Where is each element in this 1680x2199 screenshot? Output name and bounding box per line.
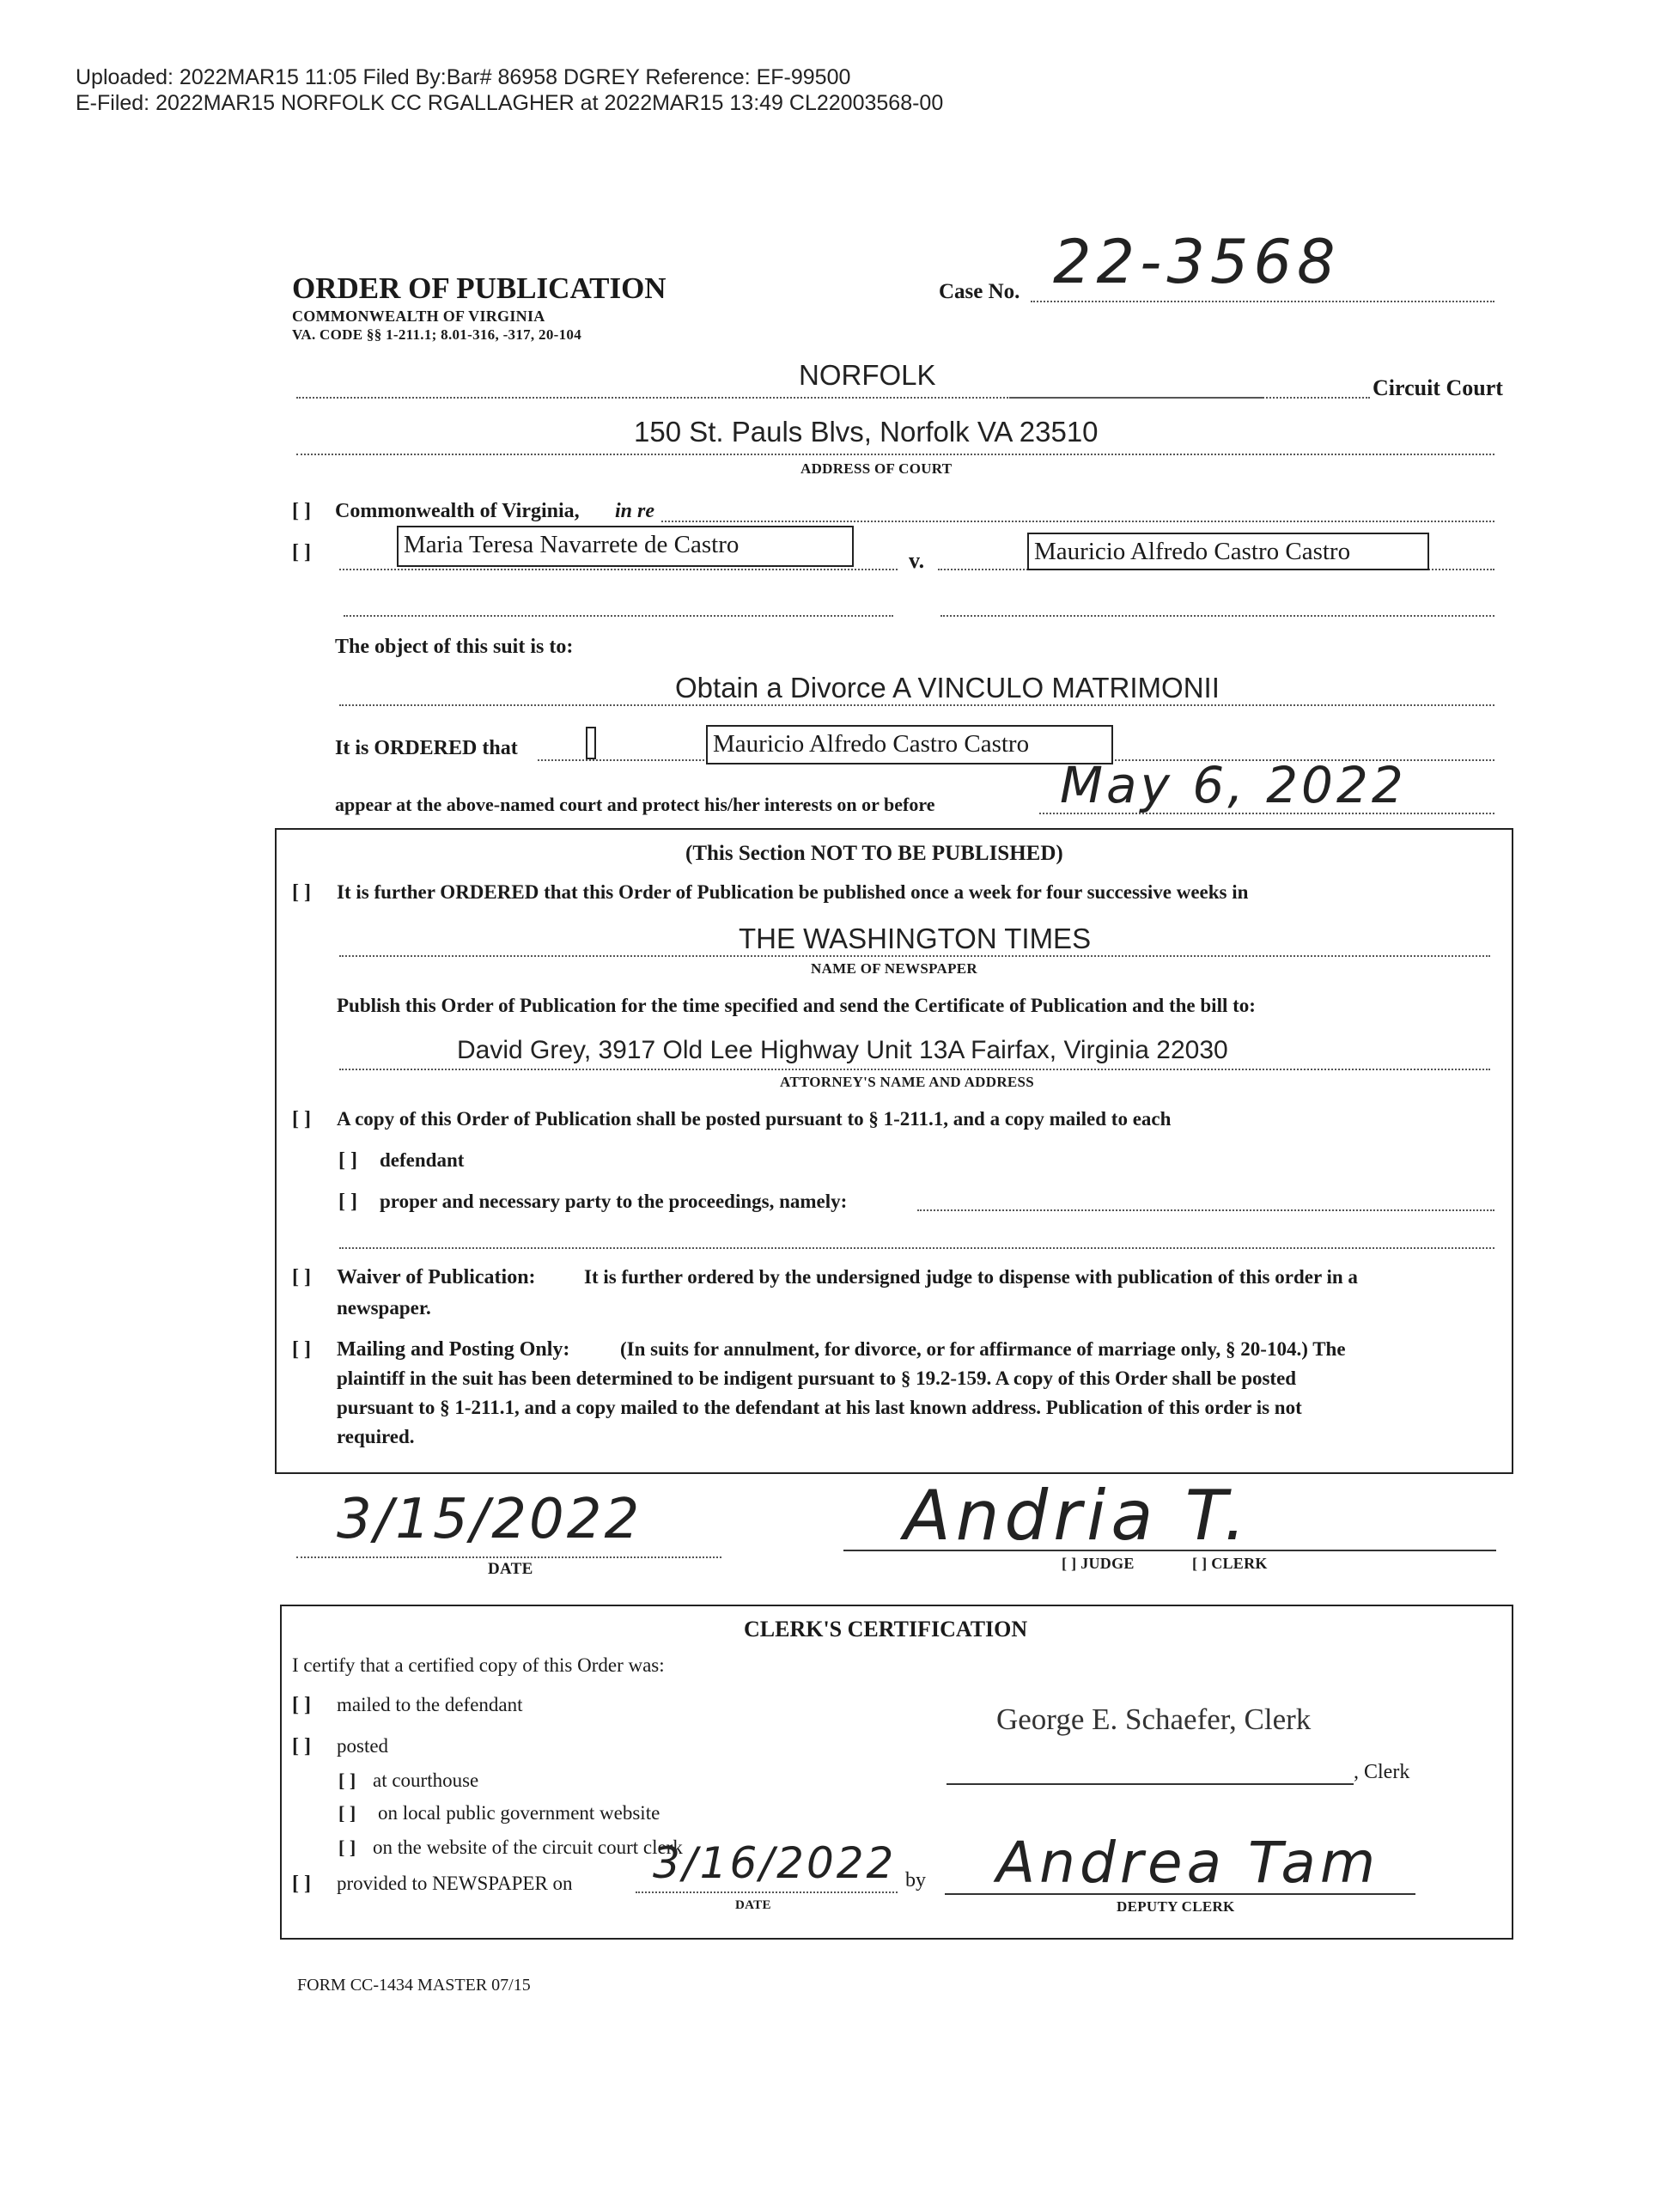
clerk-cert-text: I certify that a certified copy of this Order was: xyxy=(292,1654,665,1676)
in-re-line xyxy=(661,521,1494,522)
attorney-line xyxy=(339,1069,1490,1070)
versus-label: v. xyxy=(909,548,925,573)
defendant-name: Mauricio Alfredo Castro Castro xyxy=(1027,533,1429,570)
order-date-caption: DATE xyxy=(488,1560,533,1578)
deputy-clerk-caption: DEPUTY CLERK xyxy=(1117,1898,1235,1915)
provided-date-line xyxy=(636,1891,898,1893)
efile-stamp: E-Filed: 2022MAR15 NORFOLK CC RGALLAGHER at 2022MAR15 13:49 CL22003568-00 xyxy=(76,91,944,115)
proper-party-option: proper and necessary party to the proceedings, namely: xyxy=(380,1191,848,1212)
clerk-cert-heading: CLERK'S CERTIFICATION xyxy=(744,1617,1028,1642)
mailed-checkbox[interactable]: [ ] xyxy=(292,1694,311,1716)
provided-checkbox[interactable]: [ ] xyxy=(292,1873,311,1895)
ordered-label: It is ORDERED that xyxy=(335,737,518,759)
form-subtitle-commonwealth: COMMONWEALTH OF VIRGINIA xyxy=(292,308,545,325)
form-subtitle-code: VA. CODE §§ 1-211.1; 8.01-316, -317, 20-104 xyxy=(292,326,581,343)
party-extra-line-right xyxy=(940,615,1494,617)
local-site-option: on local public government website xyxy=(378,1802,660,1824)
order-date-line xyxy=(296,1556,721,1558)
mailing-text-2: plaintiff in the suit has been determined to be indigent pursuant to § 19.2-159. A copy of this Order shall be posted xyxy=(337,1368,1297,1389)
form-title: ORDER OF PUBLICATION xyxy=(292,271,667,305)
waiver-text: It is further ordered by the undersigned judge to dispense with publication of this order in a xyxy=(584,1266,1358,1288)
case-number-handwritten: 22-3568 xyxy=(1053,227,1341,297)
ordered-checkbox[interactable] xyxy=(586,727,596,759)
proper-party-checkbox[interactable]: [ ] xyxy=(338,1191,357,1213)
ordered-name: Mauricio Alfredo Castro Castro xyxy=(706,725,1113,764)
in-re-label: in re xyxy=(615,500,655,522)
waiver-checkbox[interactable]: [ ] xyxy=(292,1266,311,1288)
order-date-handwritten: 3/15/2022 xyxy=(337,1488,642,1551)
provided-date-handwritten: 3/16/2022 xyxy=(653,1838,897,1888)
mailed-option: mailed to the defendant xyxy=(337,1694,523,1715)
further-ordered-text: It is further ORDERED that this Order of Publication be published once a week for four successive weeks in xyxy=(337,881,1249,903)
form-identifier: FORM CC-1434 MASTER 07/15 xyxy=(297,1976,531,1995)
case-number-line xyxy=(1031,301,1494,302)
circuit-site-checkbox[interactable]: [ ] xyxy=(338,1837,356,1858)
object-line xyxy=(339,704,1494,706)
defendant-checkbox[interactable]: [ ] xyxy=(338,1149,357,1172)
provided-option: provided to NEWSPAPER on xyxy=(337,1873,573,1894)
object-value: Obtain a Divorce A VINCULO MATRIMONII xyxy=(675,672,1220,704)
posted-checkbox[interactable]: [ ] xyxy=(292,1735,311,1757)
publish-instructions: Publish this Order of Publication for the time specified and send the Certificate of Publication and the bill to: xyxy=(337,995,1256,1016)
appear-text: appear at the above-named court and protect his/her interests on or before xyxy=(335,794,935,815)
waiver-text-2: newspaper. xyxy=(337,1297,431,1319)
publish-checkbox[interactable]: [ ] xyxy=(292,881,311,904)
mailing-text-1: (In suits for annulment, for divorce, or for affirmance of marriage only, § 20-104.) The xyxy=(620,1338,1346,1360)
proper-party-line xyxy=(917,1209,1494,1211)
newspaper-name: THE WASHINGTON TIMES xyxy=(739,923,1092,954)
court-name-line-right xyxy=(1009,397,1370,399)
clerk-suffix: , Clerk xyxy=(1354,1761,1410,1783)
mailing-checkbox[interactable]: [ ] xyxy=(292,1338,311,1361)
attorney-caption: ATTORNEY'S NAME AND ADDRESS xyxy=(780,1074,1035,1090)
party-extra-line-left xyxy=(344,615,893,617)
address-of-court-caption: ADDRESS OF COURT xyxy=(800,460,953,477)
local-site-checkbox[interactable]: [ ] xyxy=(338,1802,356,1824)
clerk-option: [ ] CLERK xyxy=(1192,1555,1268,1572)
party-checkbox[interactable]: [ ] xyxy=(292,541,311,563)
commonwealth-checkbox[interactable]: [ ] xyxy=(292,500,311,522)
judge-signature: Andria T. xyxy=(904,1476,1251,1556)
defendant-option: defendant xyxy=(380,1149,465,1171)
object-label: The object of this suit is to: xyxy=(335,636,574,658)
newspaper-line xyxy=(339,955,1490,957)
provided-date-caption: DATE xyxy=(735,1898,771,1912)
case-number-label: Case No. xyxy=(939,280,1020,303)
courthouse-checkbox[interactable]: [ ] xyxy=(338,1770,356,1791)
plaintiff-line xyxy=(339,569,898,570)
appear-date-handwritten: May 6, 2022 xyxy=(1060,756,1407,814)
mailing-text-4: required. xyxy=(337,1426,415,1447)
plaintiff-name: Maria Teresa Navarrete de Castro xyxy=(397,526,854,567)
posted-option: posted xyxy=(337,1735,389,1757)
clerk-line xyxy=(947,1783,1354,1785)
copy-posted-checkbox[interactable]: [ ] xyxy=(292,1108,311,1130)
court-name: NORFOLK xyxy=(799,359,936,391)
copy-posted-text: A copy of this Order of Publication shall be posted pursuant to § 1-211.1, and a copy mailed to each xyxy=(337,1108,1172,1130)
circuit-court-label: Circuit Court xyxy=(1373,375,1503,400)
not-published-heading: (This Section NOT TO BE PUBLISHED) xyxy=(685,842,1063,865)
court-address-line xyxy=(296,454,1494,455)
deputy-clerk-line xyxy=(945,1893,1415,1895)
deputy-clerk-signature: Andrea Tam xyxy=(996,1830,1380,1896)
judge-signature-line xyxy=(843,1550,1496,1551)
court-address: 150 St. Pauls Blvs, Norfolk VA 23510 xyxy=(634,416,1099,448)
proper-party-line-2 xyxy=(339,1247,1494,1249)
attorney-name-address: David Grey, 3917 Old Lee Highway Unit 13A Fairfax, Virginia 22030 xyxy=(457,1036,1228,1064)
judge-option: [ ] JUDGE xyxy=(1062,1555,1135,1572)
courthouse-option: at courthouse xyxy=(373,1770,479,1791)
mailing-label: Mailing and Posting Only: xyxy=(337,1338,570,1361)
by-label: by xyxy=(905,1869,926,1891)
mailing-text-3: pursuant to § 1-211.1, and a copy mailed to the defendant at his last known address. Publication of this order is not xyxy=(337,1397,1302,1418)
newspaper-caption: NAME OF NEWSPAPER xyxy=(811,960,977,977)
waiver-label: Waiver of Publication: xyxy=(337,1266,536,1288)
upload-stamp: Uploaded: 2022MAR15 11:05 Filed By:Bar# 86958 DGREY Reference: EF-99500 xyxy=(76,65,851,89)
circuit-site-option: on the website of the circuit court clerk xyxy=(373,1837,683,1858)
clerk-name-stamp: George E. Schaefer, Clerk xyxy=(996,1703,1312,1736)
commonwealth-label: Commonwealth of Virginia, xyxy=(335,500,580,522)
